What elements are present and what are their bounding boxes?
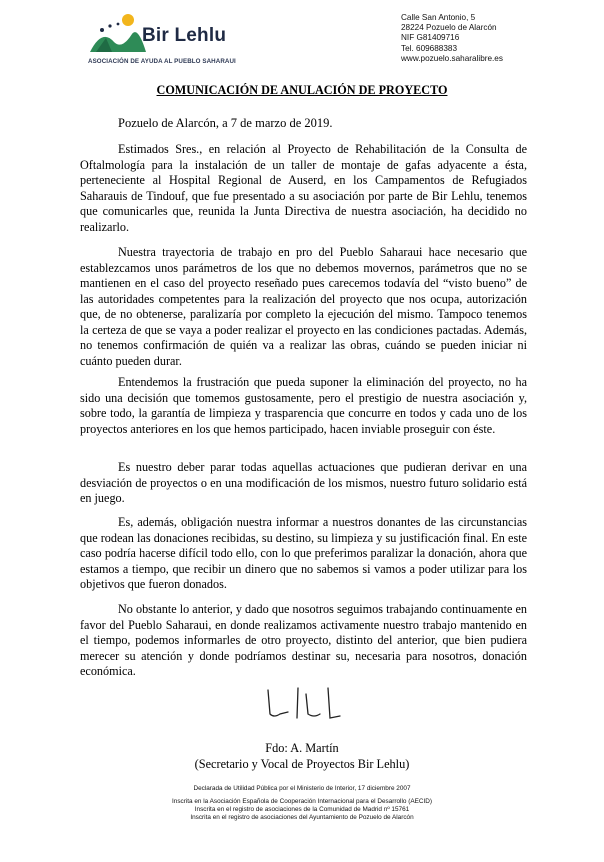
letter-title	[0, 83, 604, 98]
logo-emblem-icon	[88, 12, 148, 56]
address-city: 28224 Pozuelo de Alarcón	[401, 23, 497, 33]
logo-name: Bir Lehlu	[142, 25, 227, 46]
letter-date: Pozuelo de Alarcón, a 7 de marzo de 2019.	[118, 116, 333, 130]
address-street: Calle San Antonio, 5	[401, 13, 476, 22]
address-website: www.pozuelo.saharalibre.es	[401, 53, 503, 63]
footer-public-utility: Declarada de Utilidad Pública por el Ministerio de Interior, 17 diciembre 2007	[193, 785, 411, 792]
paragraph-4: Es nuestro deber parar todas aquellas actuaciones que pudieran derivar en una desviación de proyectos o en una modificación de los mismos, nuestro futuro solidario está en juego.	[80, 460, 527, 505]
paragraph-6: No obstante lo anterior, y dado que nosotros seguimos trabajando continuamente en favor del Pueblo Saharaui, en donde realizamos activamente nuestro trabajo mantenido en el tiempo, podemos informarles de otro proyecto, distinto del anterior, que bien pudiera merecer su atención y donde podríamos destinar su, necesaria para nosotros, donación económica.	[80, 602, 527, 678]
footer-aecid: Inscrita en la Asociación Española de Cooperación Internacional para el Desarrollo (AECID)	[171, 798, 433, 805]
footer-madrid-registry: Inscrita en el registro de asociaciones de la Comunidad de Madrid nº 15761	[194, 806, 410, 813]
paragraph-2: Nuestra trayectoria de trabajo en pro del Pueblo Saharaui hace necesario que establezcamos unos parámetros de los que no debemos movernos, parámetros que no se mantienen en el caso del proyecto reseñado pues carecemos todavía del “visto bueno” de las autoridades competentes para la realización del proyecto que nos ocupa, autorización que, de no obtenerse, paralizaría por completo la ejecución del mismo. Tampoco tenemos la certeza de que se vaya a poder realizar el proyecto en las condiciones pactadas. Además, no tenemos confirmación de quién va a realizar las obras, cuándo se pueden iniciar ni cuánto pueden durar.	[80, 245, 527, 368]
handwritten-signature	[264, 684, 344, 724]
signer-role: (Secretario y Vocal de Proyectos Bir Lehlu)	[194, 757, 410, 771]
address-nif: NIF G81409716	[401, 33, 460, 43]
paragraph-5: Es, además, obligación nuestra informar a nuestros donantes de las circunstancias que rodean las donaciones recibidas, su destino, su limpieza y su justificación final. En este caso podría hacerse difícil todo ello, con lo que preferimos paralizar la donación, ahora que estamos a tiempo, que recibir un dinero que no sabemos si vamos a poder utilizar para los objetivos que fueron donados.	[80, 515, 527, 591]
organization-logo	[88, 12, 258, 70]
signer-name: Fdo: A. Martín	[265, 741, 339, 755]
sender-address	[401, 13, 503, 64]
paragraph-3: Entendemos la frustración que pueda suponer la eliminación del proyecto, no ha sido una decisión que tomemos gustosamente, pero el prestigio de nuestra asociación y, sobre todo, la garantía de limpieza y trasparencia que concurre en todos y cada uno de los proyectos anteriores en los que hemos participado, hacen inviable proseguir con éste.	[80, 375, 527, 436]
paragraph-1: Estimados Sres., en relación al Proyecto de Rehabilitación de la Consulta de Oftalmología para la instalación de un taller de montaje de gafas adyacente a ésta, perteneciente al Hospital Regional de Auserd, en los Campamentos de Refugiados Saharauis de Tindouf, que fue presentado a su asociación por parte de Bir Lehlu, tenemos que comunicarles que, reunida la Junta Directiva de nuestra asociación, ha decidido no realizarlo.	[80, 142, 527, 234]
logo-tagline: ASOCIACIÓN DE AYUDA AL PUEBLO SAHARAUI	[88, 58, 236, 65]
footer-pozuelo-registry: Inscrita en el registro de asociaciones del Ayuntamiento de Pozuelo de Alarcón	[190, 814, 414, 821]
address-phone: Tel. 609688383	[401, 43, 457, 53]
letter-title-text: COMUNICACIÓN DE ANULACIÓN DE PROYECTO	[156, 83, 448, 97]
